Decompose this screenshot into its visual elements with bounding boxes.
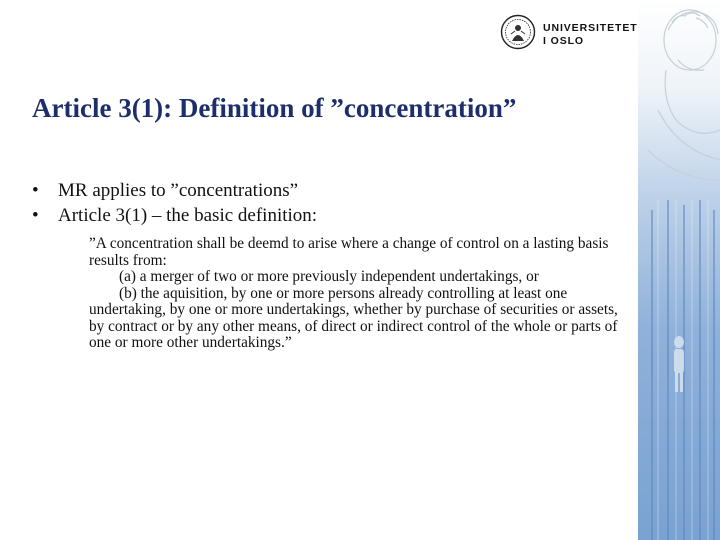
decorative-side-panel bbox=[638, 0, 720, 540]
slide-title: Article 3(1): Definition of ”concentration” bbox=[32, 93, 517, 123]
sculpture-image bbox=[638, 0, 720, 540]
quote-point-a: (a) a merger of two or more previously independent undertakings, or bbox=[119, 268, 539, 285]
bullet-item: • MR applies to ”concentrations” bbox=[32, 178, 317, 203]
quote-intro: ”A concentration shall be deemd to arise where a change of control on a lasting basis results from: bbox=[89, 235, 609, 269]
definition-quote bbox=[89, 236, 634, 352]
quote-point-b: (b) the aquisition, by one or more persons already controlling at least one undertaking, by one or more undertakings, whether by purchase of securities or assets, by contract or by any other means, of direct or indirect control of the whole or parts of one or more other undertakings.” bbox=[89, 284, 618, 351]
bullet-list bbox=[32, 178, 317, 228]
logo-text-university: UNIVERSITETET bbox=[543, 22, 638, 34]
bullet-item: • Article 3(1) – the basic definition: bbox=[32, 203, 317, 228]
logo-text-oslo: I OSLO bbox=[543, 35, 584, 47]
university-seal-icon bbox=[500, 14, 536, 50]
university-logo bbox=[500, 14, 640, 54]
